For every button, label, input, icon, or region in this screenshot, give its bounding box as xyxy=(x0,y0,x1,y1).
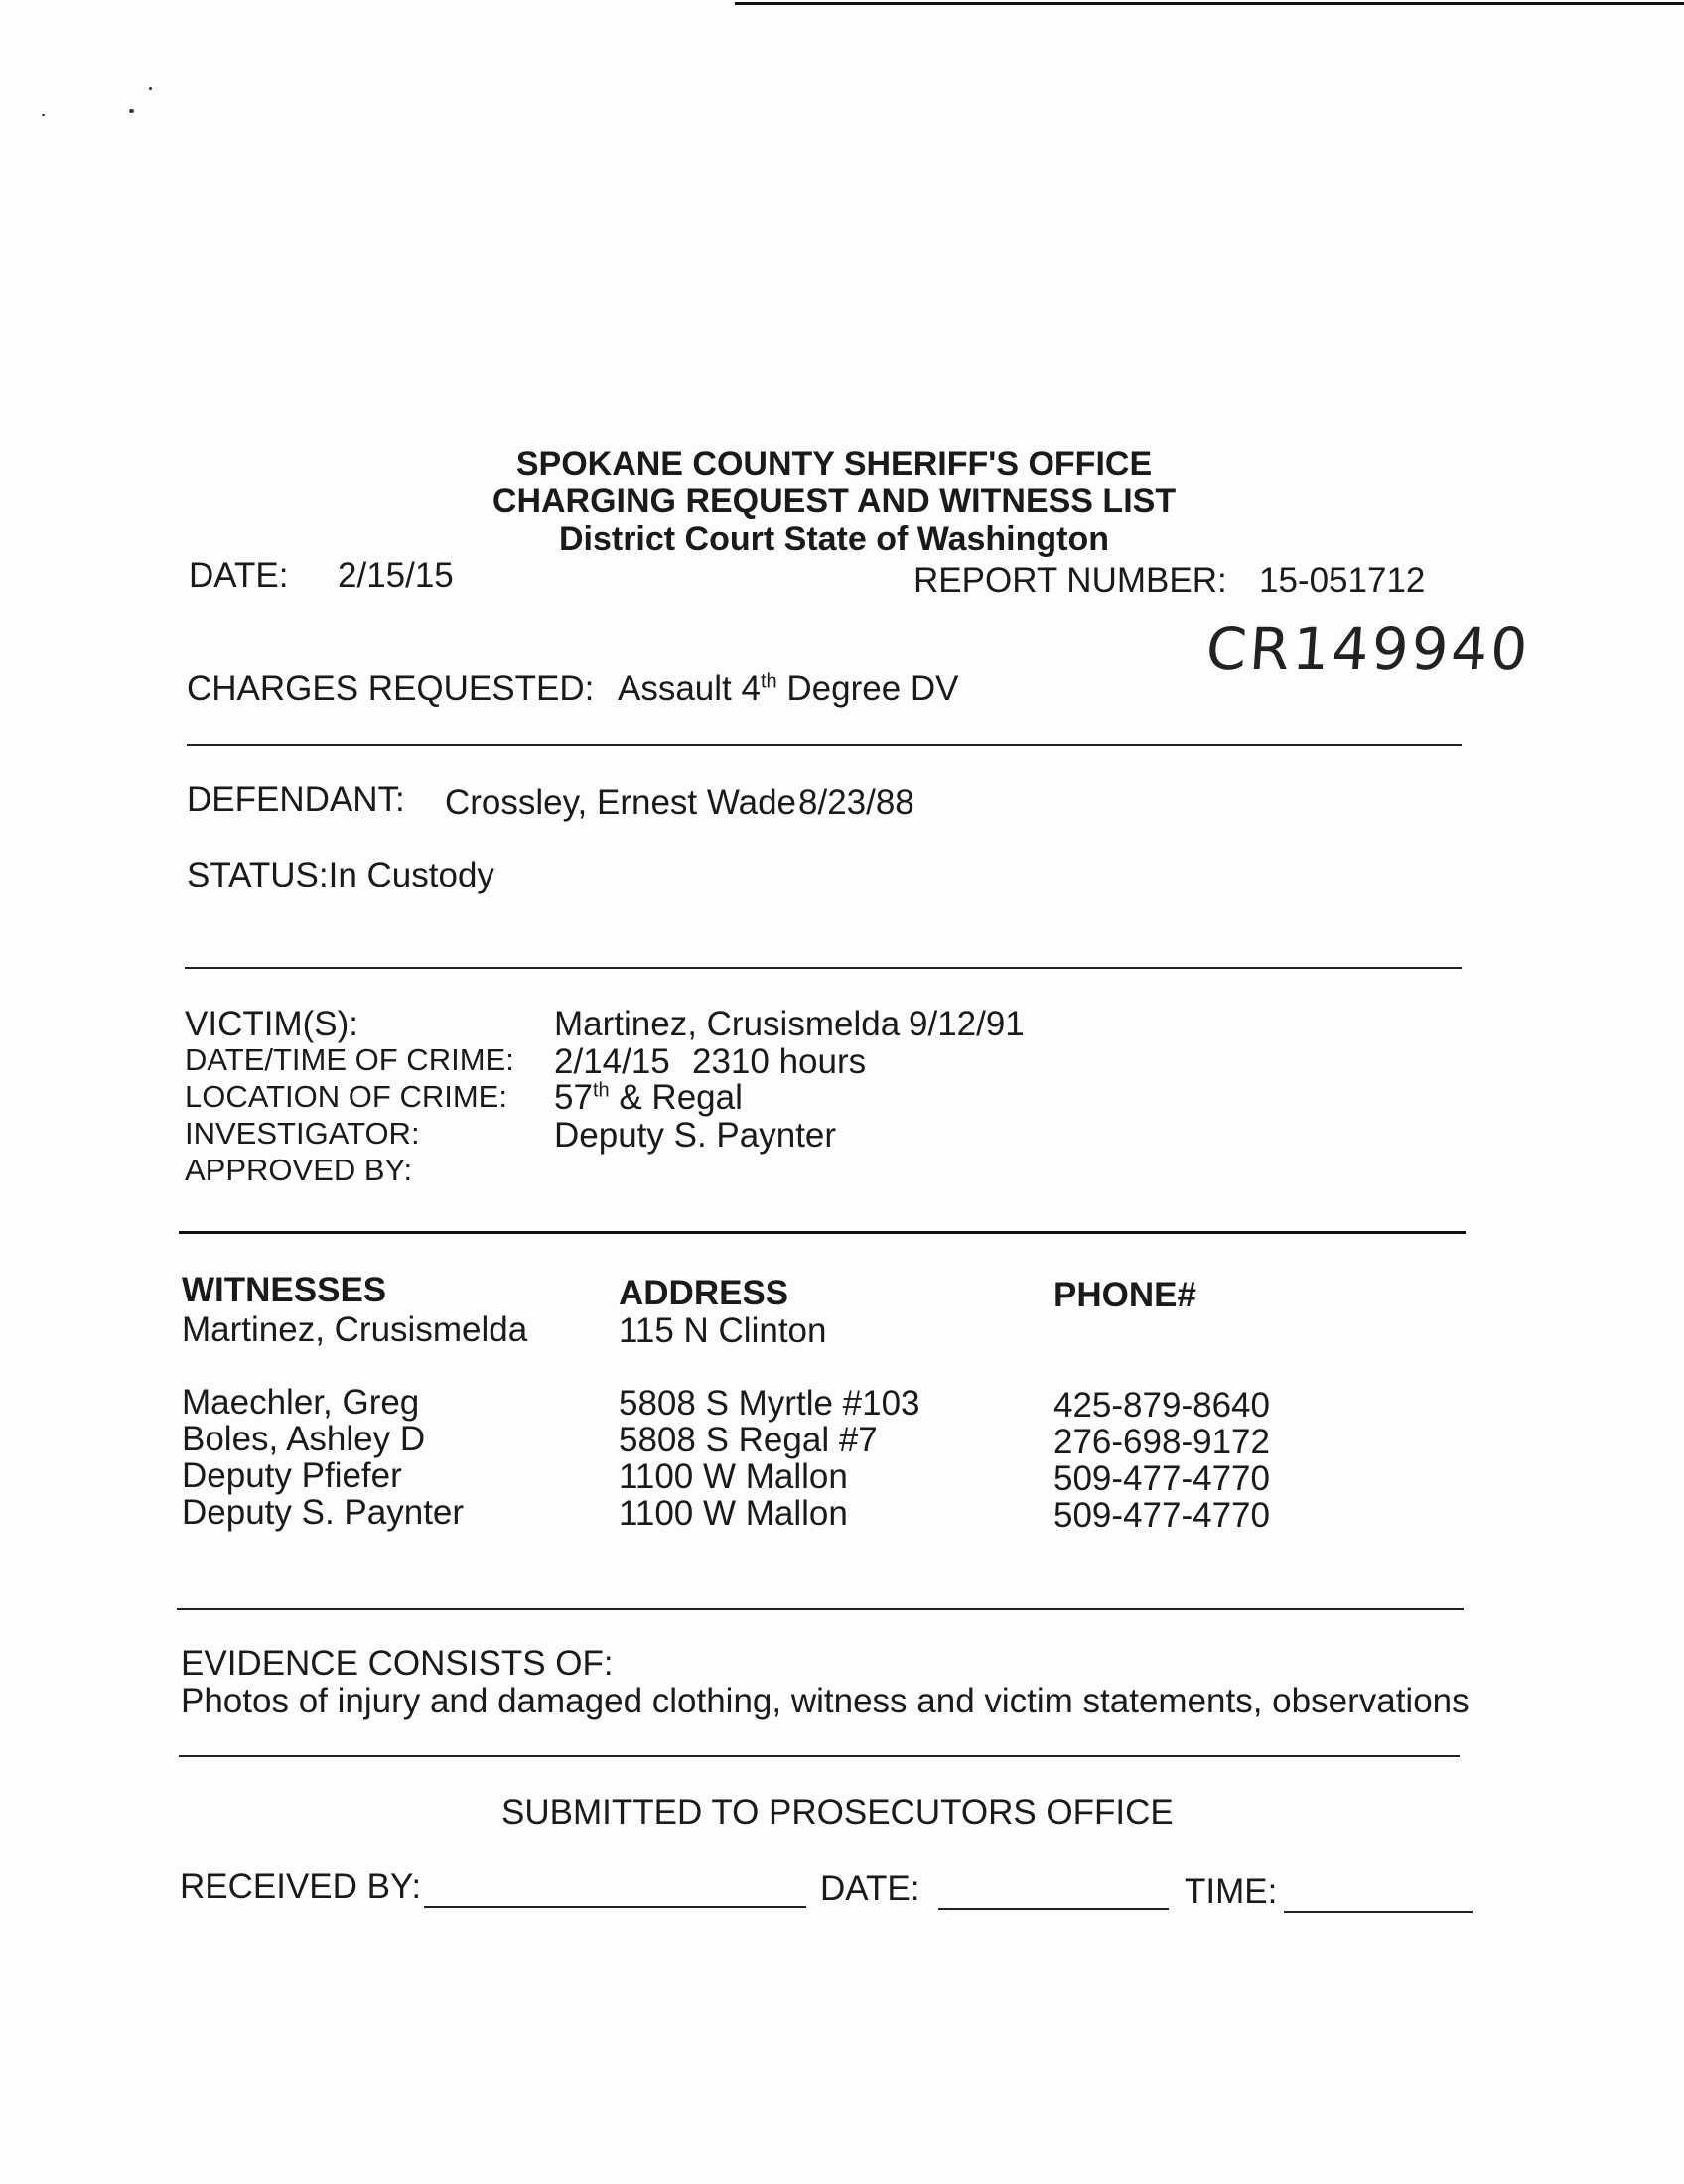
witness-address: 5808 S Regal #7 xyxy=(619,1421,878,1459)
divider xyxy=(185,967,1462,969)
investigator-value: Deputy S. Paynter xyxy=(554,1116,837,1155)
divider xyxy=(179,1755,1460,1757)
evidence-label: EVIDENCE CONSISTS OF: xyxy=(181,1644,614,1683)
witness-name: Deputy S. Paynter xyxy=(182,1493,465,1532)
witness-address: 115 N Clinton xyxy=(619,1311,827,1350)
charges-value-sup: th xyxy=(760,670,777,693)
crime-date: 2/14/15 xyxy=(554,1042,670,1081)
charges-value-rest: Degree DV xyxy=(776,669,959,708)
witness-name: Maechler, Greg xyxy=(182,1383,420,1422)
witness-phone: 509-477-4770 xyxy=(1053,1496,1270,1535)
witness-address: 1100 W Mallon xyxy=(619,1457,848,1496)
witness-phone: 509-477-4770 xyxy=(1053,1459,1270,1498)
defendant-dob: 8/23/88 xyxy=(798,783,914,822)
agency-title: SPOKANE COUNTY SHERIFF'S OFFICE xyxy=(515,445,1153,482)
defendant-name: Crossley, Ernest Wade xyxy=(445,783,796,822)
witness-name: Boles, Ashley D xyxy=(182,1420,426,1458)
scan-speck xyxy=(149,87,152,90)
handwritten-case-number: CR149940 xyxy=(1203,615,1533,683)
date-value: 2/15/15 xyxy=(338,556,454,595)
charges-value xyxy=(618,669,959,709)
scan-speck xyxy=(129,109,134,113)
approved-by-label: APPROVED BY: xyxy=(185,1153,413,1187)
received-by-label: RECEIVED BY: xyxy=(180,1867,422,1906)
charges-label: CHARGES REQUESTED: xyxy=(187,669,595,708)
crime-location-main: 57 xyxy=(554,1078,593,1117)
address-header: ADDRESS xyxy=(619,1274,789,1312)
victim-name: Martinez, Crusismelda xyxy=(554,1005,901,1043)
witness-name: Martinez, Crusismelda xyxy=(182,1310,528,1349)
status-text: STATUS:In Custody xyxy=(187,856,494,894)
crime-location-label: LOCATION OF CRIME: xyxy=(185,1079,507,1114)
report-number-label: REPORT NUMBER: xyxy=(913,561,1227,600)
defendant-label: DEFENDANT: xyxy=(187,780,405,819)
witness-name: Deputy Pfiefer xyxy=(182,1456,402,1495)
divider xyxy=(187,744,1462,746)
crime-location-rest: & Regal xyxy=(609,1078,743,1117)
submission-time-field[interactable] xyxy=(1284,1911,1473,1913)
divider xyxy=(179,1231,1466,1234)
witness-phone: 276-698-9172 xyxy=(1053,1423,1270,1461)
form-title: CHARGING REQUEST AND WITNESS LIST xyxy=(491,482,1177,520)
submission-date-label: DATE: xyxy=(820,1869,920,1908)
victims-label: VICTIM(S): xyxy=(185,1005,358,1043)
crime-location-value xyxy=(554,1078,743,1118)
witnesses-header: WITNESSES xyxy=(182,1271,387,1309)
victim-dob: 9/12/91 xyxy=(909,1005,1025,1043)
scan-speck xyxy=(42,114,45,116)
divider xyxy=(177,1608,1464,1610)
scan-edge-line xyxy=(735,2,1684,5)
submission-time-label: TIME: xyxy=(1185,1872,1278,1911)
investigator-label: INVESTIGATOR: xyxy=(185,1116,420,1151)
witness-address: 1100 W Mallon xyxy=(619,1494,848,1533)
witness-phone: 425-879-8640 xyxy=(1053,1386,1270,1425)
submission-title: SUBMITTED TO PROSECUTORS OFFICE xyxy=(501,1793,1174,1832)
court-title: District Court State of Washington xyxy=(558,520,1110,558)
submission-date-field[interactable] xyxy=(938,1908,1169,1910)
phone-header: PHONE# xyxy=(1053,1276,1196,1314)
witness-address: 5808 S Myrtle #103 xyxy=(619,1384,920,1423)
charges-value-main: Assault 4 xyxy=(618,669,761,708)
report-number-value: 15-051712 xyxy=(1259,561,1426,600)
received-by-field[interactable] xyxy=(424,1906,806,1908)
date-label: DATE: xyxy=(189,556,289,595)
evidence-text: Photos of injury and damaged clothing, witness and victim statements, observations xyxy=(181,1682,1470,1720)
crime-time: 2310 hours xyxy=(692,1042,867,1081)
crime-datetime-label: DATE/TIME OF CRIME: xyxy=(185,1042,514,1077)
crime-location-sup: th xyxy=(592,1079,610,1102)
